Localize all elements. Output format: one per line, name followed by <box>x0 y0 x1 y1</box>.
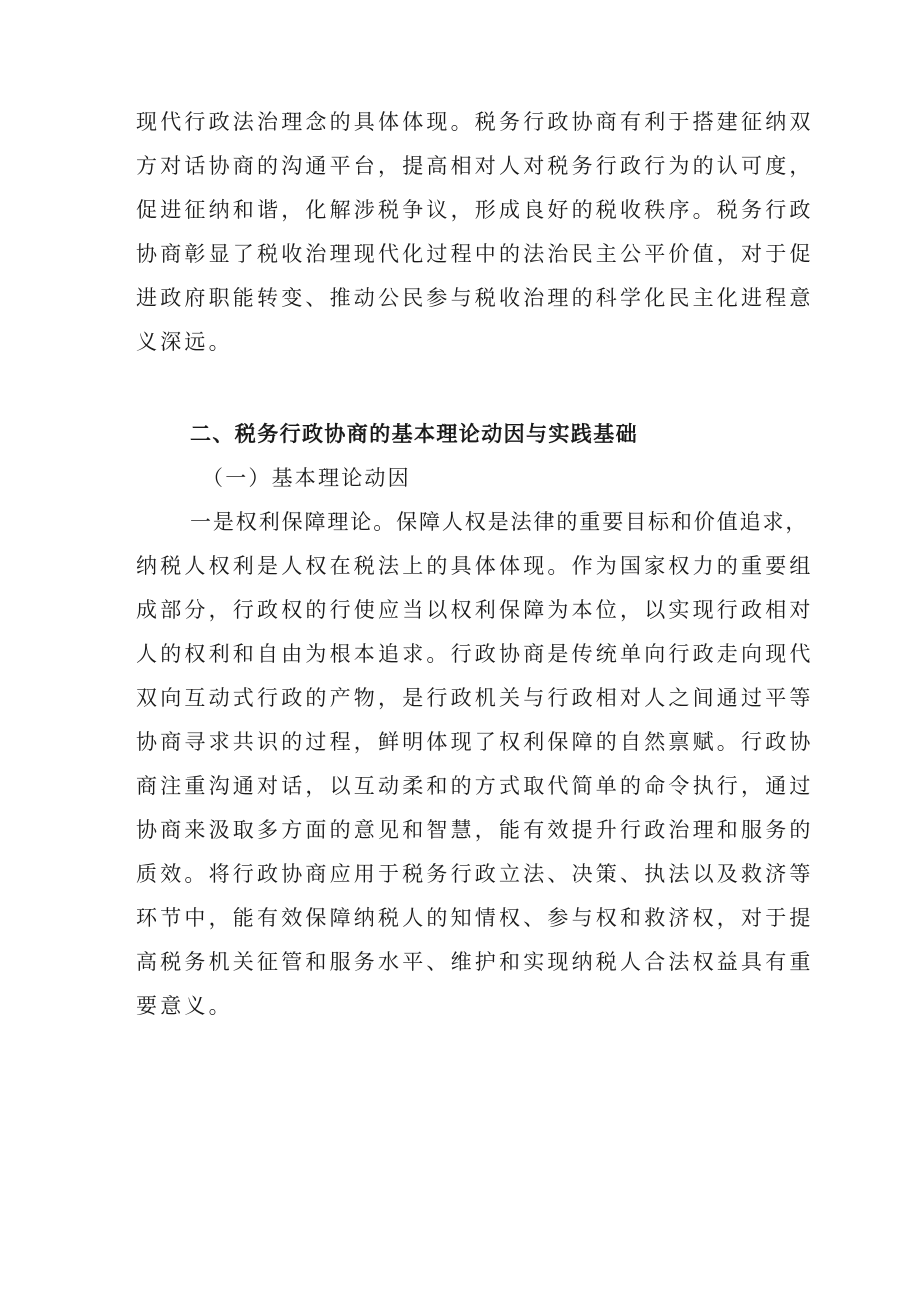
paragraph-line: 协商寻求共识的过程，鲜明体现了权利保障的自然禀赋。行政协 <box>136 730 814 754</box>
paragraph-line: 现代行政法治理念的具体体现。税务行政协商有利于搭建征纳双 <box>136 110 814 134</box>
paragraph-line: 成部分，行政权的行使应当以权利保障为本位，以实现行政相对 <box>136 598 814 622</box>
subsection-heading: （一）基本理论动因 <box>202 466 411 490</box>
paragraph-line: 环节中，能有效保障纳税人的知情权、参与权和救济权，对于提 <box>136 906 814 930</box>
section-heading: 二、税务行政协商的基本理论动因与实践基础 <box>190 422 638 446</box>
paragraph-line: 一是权利保障理论。保障人权是法律的重要目标和价值追求， <box>190 510 809 534</box>
paragraph-line: 要意义。 <box>136 994 233 1018</box>
paragraph-line: 协商来汲取多方面的意见和智慧，能有效提升行政治理和服务的 <box>136 818 814 842</box>
paragraph-line: 促进征纳和谐，化解涉税争议，形成良好的税收秩序。税务行政 <box>136 198 814 222</box>
paragraph-line: 双向互动式行政的产物，是行政机关与行政相对人之间通过平等 <box>136 686 814 710</box>
paragraph-line: 进政府职能转变、推动公民参与税收治理的科学化民主化进程意 <box>136 286 814 310</box>
paragraph-line: 商注重沟通对话，以互动柔和的方式取代简单的命令执行，通过 <box>136 774 814 798</box>
paragraph-line: 质效。将行政协商应用于税务行政立法、决策、执法以及救济等 <box>136 862 814 886</box>
paragraph-continued <box>136 100 814 364</box>
document-page <box>136 100 814 1028</box>
paragraph-rights-protection <box>136 500 814 1028</box>
paragraph-line: 纳税人权利是人权在税法上的具体体现。作为国家权力的重要组 <box>136 554 814 578</box>
section-spacer <box>136 364 796 412</box>
paragraph-line: 义深远。 <box>136 330 233 354</box>
paragraph-line: 人的权利和自由为根本追求。行政协商是传统单向行政走向现代 <box>136 642 814 666</box>
paragraph-line: 协商彰显了税收治理现代化过程中的法治民主公平价值，对于促 <box>136 242 814 266</box>
paragraph-line: 方对话协商的沟通平台，提高相对人对税务行政行为的认可度， <box>136 154 814 178</box>
paragraph-line: 高税务机关征管和服务水平、维护和实现纳税人合法权益具有重 <box>136 950 814 974</box>
